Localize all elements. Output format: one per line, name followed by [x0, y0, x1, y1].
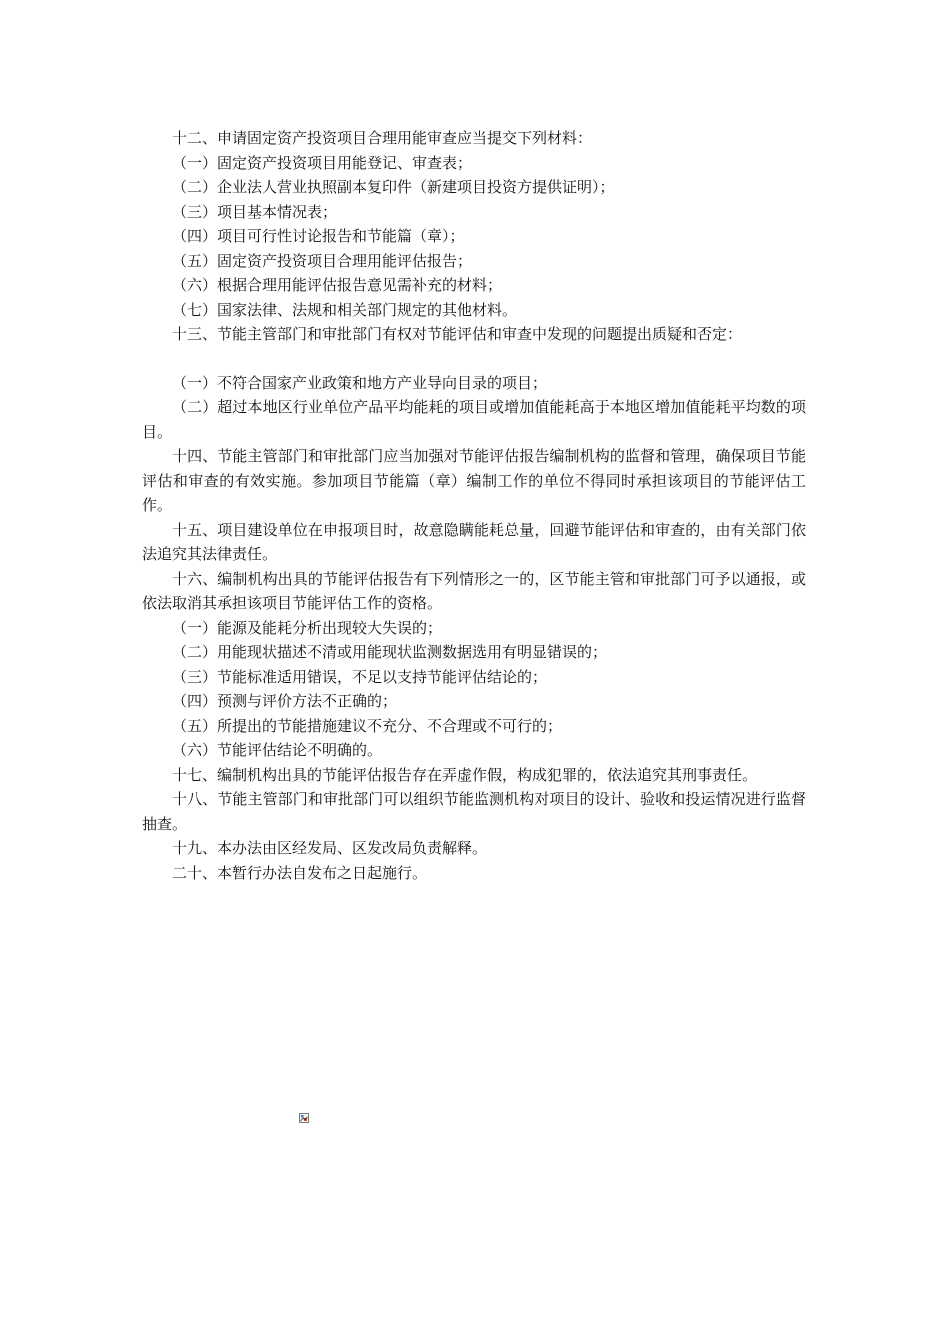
article-17: 十七、编制机构出具的节能评估报告存在弄虚作假，构成犯罪的，依法追究其刑事责任。 [172, 765, 758, 784]
document-body [142, 126, 806, 885]
article-12-item-5: （五）固定资产投资项目合理用能评估报告； [172, 251, 473, 270]
article-16-item-6: （六）节能评估结论不明确的。 [172, 741, 383, 759]
article-14: 十四、节能主管部门和审批部门应当加强对节能评估报告编制机构的监督和管理，确保项目节能评估和审查的有效实施。参加项目节能篇（章）编制工作的单位不得同时承担该项目的节能评估工作。 [142, 447, 806, 514]
article-12-item-1: （一）固定资产投资项目用能登记、审查表； [172, 153, 473, 172]
article-12-item-3: （三）项目基本情况表； [172, 202, 338, 221]
article-16-item-5: （五）所提出的节能措施建议不充分、不合理或不可行的； [172, 716, 563, 735]
article-16-item-4: （四）预测与评价方法不正确的； [172, 692, 398, 710]
article-19: 十九、本办法由区经发局、区发改局负责解释。 [172, 839, 488, 857]
article-18: 十八、节能主管部门和审批部门可以组织节能监测机构对项目的设计、验收和投运情况进行监督抽查。 [142, 790, 806, 833]
paragraph-gap [142, 347, 806, 371]
article-12-item-6: （六）根据合理用能评估报告意见需补充的材料； [172, 276, 503, 294]
article-12: 十二、申请固定资产投资项目合理用能审查应当提交下列材料： [172, 129, 593, 147]
article-13-item-1: （一）不符合国家产业政策和地方产业导向目录的项目； [172, 373, 548, 392]
article-15: 十五、项目建设单位在申报项目时，故意隐瞒能耗总量，回避节能评估和审查的，由有关部门依法追究其法律责任。 [142, 520, 806, 563]
article-12-item-4: （四）项目可行性讨论报告和节能篇（章）； [172, 227, 465, 245]
article-20: 二十、本暂行办法自发布之日起施行。 [172, 863, 428, 882]
article-16-item-2: （二）用能现状描述不清或用能现状监测数据选用有明显错误的； [172, 643, 608, 661]
article-16-item-1: （一）能源及能耗分析出现较大失误的； [172, 618, 443, 637]
article-13: 十三、节能主管部门和审批部门有权对节能评估和审查中发现的问题提出质疑和否定： [172, 325, 743, 343]
article-16: 十六、编制机构出具的节能评估报告有下列情形之一的，区节能主管和审批部门可予以通报，或依法取消其承担该项目节能评估工作的资格。 [142, 569, 806, 612]
article-12-item-2: （二）企业法人营业执照副本复印件（新建项目投资方提供证明）； [172, 178, 615, 196]
broken-image-icon [299, 1113, 309, 1123]
article-12-item-7: （七）国家法律、法规和相关部门规定的其他材料。 [172, 300, 518, 319]
article-16-item-3: （三）节能标准适用错误，不足以支持节能评估结论的； [172, 667, 548, 686]
article-13-item-2: （二）超过本地区行业单位产品平均能耗的项目或增加值能耗高于本地区增加值能耗平均数的项目。 [142, 398, 806, 441]
